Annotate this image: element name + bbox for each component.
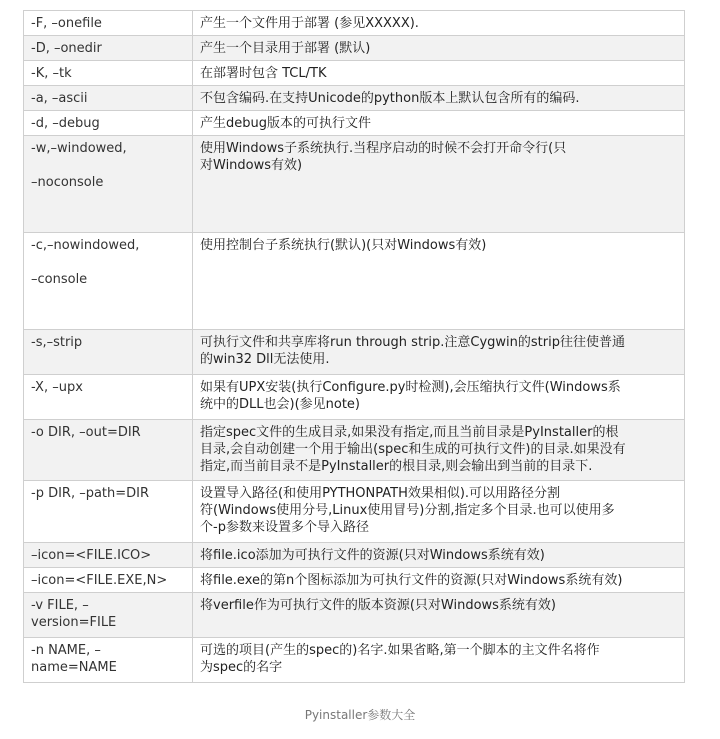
option-cell [24,136,193,233]
description-text: 将file.ico添加为可执行文件的资源(只对Windows系统有效) [200,548,545,563]
description-text: 指定,而当前目录不是PyInstaller的根目录,则会输出到当前的目录下. [200,459,593,474]
option-text: name=NAME [31,660,117,675]
table-row [24,61,685,86]
option-cell [24,330,193,375]
description-text: 可执行文件和共享库将run through strip.注意Cygwin的strip往往使普通 [200,335,625,350]
option-text: -d, –debug [31,116,100,131]
description-cell [193,568,685,593]
option-text: -o DIR, –out=DIR [31,425,141,440]
option-text: -X, –upx [31,380,83,395]
description-text: 使用控制台子系统执行(默认)(只对Windows有效) [200,238,487,253]
option-cell [24,593,193,638]
description-text: 如果有UPX安装(执行Configure.py时检测),会压缩执行文件(Windows系 [200,380,621,395]
description-cell [193,543,685,568]
table-row [24,136,685,233]
table-row [24,86,685,111]
table-row [24,375,685,420]
option-text: –icon=<FILE.EXE,N> [31,573,168,588]
option-cell [24,543,193,568]
description-text: 可选的项目(产生的spec的)名字.如果省略,第一个脚本的主文件名将作 [200,643,600,658]
description-cell [193,330,685,375]
description-cell [193,136,685,233]
option-cell [24,420,193,481]
description-cell [193,638,685,683]
description-cell [193,593,685,638]
description-text: 为spec的名字 [200,660,283,675]
option-text: -p DIR, –path=DIR [31,486,150,501]
option-cell [24,111,193,136]
option-text: -D, –onedir [31,41,102,56]
option-text: -K, –tk [31,66,72,81]
table-row [24,593,685,638]
description-cell [193,375,685,420]
description-text: 目录,会自动创建一个用于输出(spec和生成的可执行文件)的目录.如果没有 [200,442,626,457]
description-text: 将file.exe的第n个图标添加为可执行文件的资源(只对Windows系统有效) [200,573,623,588]
table-row [24,543,685,568]
description-cell [193,11,685,36]
option-text: -F, –onefile [31,16,102,31]
description-text: 指定spec文件的生成目录,如果没有指定,而且当前目录是PyInstaller的根 [200,425,619,440]
description-text: 个-p参数来设置多个导入路径 [200,520,369,535]
description-cell [193,481,685,543]
option-text: -v FILE, – [31,598,89,613]
option-text: –console [31,272,88,287]
table-row [24,111,685,136]
description-text: 在部署时包含 TCL/TK [200,66,327,81]
table-caption: Pyinstaller参数大全 [304,708,416,722]
options-table-body [24,11,685,683]
option-text [31,157,185,174]
description-text: 的win32 Dll无法使用. [200,352,330,367]
table-row [24,36,685,61]
option-cell [24,233,193,330]
options-table [23,10,685,683]
option-cell [24,36,193,61]
option-text: version=FILE [31,615,117,630]
description-cell [193,233,685,330]
option-text: -w,–windowed, [31,141,127,156]
table-row [24,330,685,375]
table-row [24,638,685,683]
description-text: 使用Windows子系统执行.当程序启动的时候不会打开命令行(只 [200,141,567,156]
option-text: –icon=<FILE.ICO> [31,548,152,563]
description-text: 将verfile作为可执行文件的版本资源(只对Windows系统有效) [200,598,557,613]
description-text: 统中的DLL也会)(参见note) [200,397,360,412]
option-cell [24,61,193,86]
option-text: -a, –ascii [31,91,88,106]
table-row [24,481,685,543]
option-cell [24,568,193,593]
option-cell [24,375,193,420]
option-cell [24,481,193,543]
option-cell [24,86,193,111]
description-text: 产生debug版本的可执行文件 [200,116,371,131]
table-row [24,568,685,593]
option-text: –noconsole [31,175,104,190]
table-row [24,233,685,330]
description-text: 符(Windows使用分号,Linux使用冒号)分割,指定多个目录.也可以使用多 [200,503,615,518]
option-text [31,254,185,271]
option-cell [24,638,193,683]
description-cell [193,36,685,61]
description-text: 不包含编码.在支持Unicode的python版本上默认包含所有的编码. [200,91,580,106]
option-cell [24,11,193,36]
description-text: 设置导入路径(和使用PYTHONPATH效果相似).可以用路径分割 [200,486,561,501]
option-text: -s,–strip [31,335,83,350]
description-cell [193,61,685,86]
option-text: -c,–nowindowed, [31,238,140,253]
table-row [24,420,685,481]
description-text: 产生一个文件用于部署 (参见XXXXX). [200,16,419,31]
option-text: -n NAME, – [31,643,101,658]
description-cell [193,111,685,136]
description-cell [193,420,685,481]
description-cell [193,86,685,111]
description-text: 对Windows有效) [200,158,303,173]
description-text: 产生一个目录用于部署 (默认) [200,41,371,56]
table-row [24,11,685,36]
